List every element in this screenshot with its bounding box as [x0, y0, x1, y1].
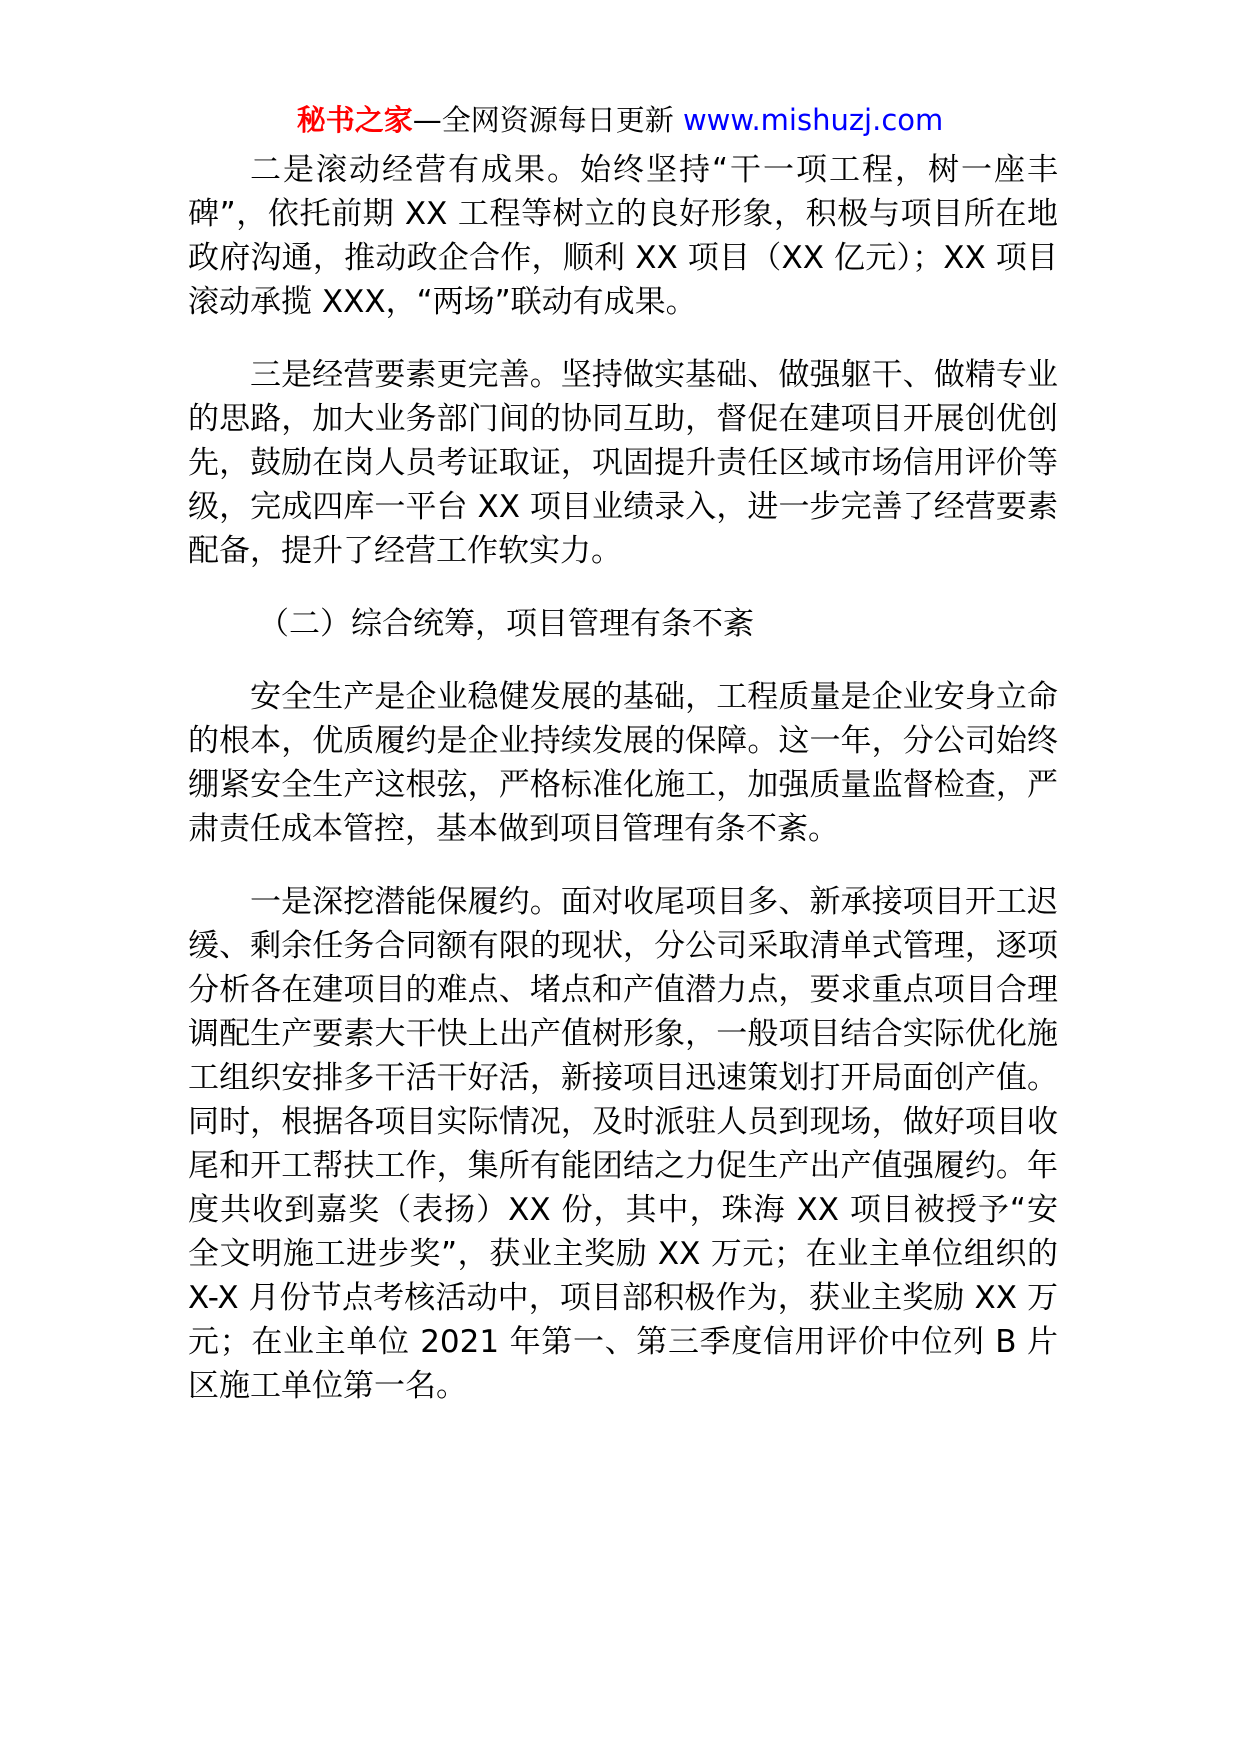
header-tagline: —全网资源每日更新: [412, 103, 674, 137]
paragraph-safety-production: 安全生产是企业稳健发展的基础，工程质量是企业安身立命的根本，优质履约是企业持续发展的保障。这一年，分公司始终绷紧安全生产这根弦，严格标准化施工，加强质量监督检查，严肃责任成本管控，基本做到项目管理有条不紊。: [188, 679, 1058, 847]
watermark-header: [0, 100, 1240, 140]
paragraph-operating-elements: 三是经营要素更完善。坚持做实基础、做强躯干、做精专业的思路，加大业务部门间的协同互助，督促在建项目开展创优创先，鼓励在岗人员考证取证，巩固提升责任区域市场信用评价等级，完成四库一平台 XX 项目业绩录入，进一步完善了经营要素配备，提升了经营工作软实力。: [188, 357, 1058, 569]
site-url-link[interactable]: www.mishuzj.com: [682, 103, 944, 137]
brand-name: 秘书之家: [296, 103, 413, 137]
paragraph-contract-performance: 一是深挖潜能保履约。面对收尾项目多、新承接项目开工迟缓、剩余任务合同额有限的现状，分公司采取清单式管理，逐项分析各在建项目的难点、堵点和产值潜力点，要求重点项目合理调配生产要素大干快上出产值树形象，一般项目结合实际优化施工组织安排多干活干好活，新接项目迅速策划打开局面创产值。同时，根据各项目实际情况，及时派驻人员到现场，做好项目收尾和开工帮扶工作，集所有能团结之力促生产出产值强履约。年度共收到嘉奖（表扬）XX 份，其中，珠海 XX 项目被授予“安全文明施工进步奖”，获业主奖励 XX 万元；在业主单位组织的 X-X 月份节点考核活动中，项目部积极作为，获业主奖励 XX 万元；在业主单位 2021 年第一、第三季度信用评价中位列 B 片区施工单位第一名。: [188, 884, 1058, 1404]
document-body: [188, 148, 1058, 1437]
paragraph-rolling-operation: 二是滚动经营有成果。始终坚持“干一项工程，树一座丰碑”，依托前期 XX 工程等树立的良好形象，积极与项目所在地政府沟通，推动政企合作，顺利 XX 项目（XX 亿元）；XX 项目滚动承揽 XXX，“两场”联动有成果。: [188, 152, 1058, 320]
section-heading: （二）综合统筹，项目管理有条不紊: [258, 606, 754, 642]
